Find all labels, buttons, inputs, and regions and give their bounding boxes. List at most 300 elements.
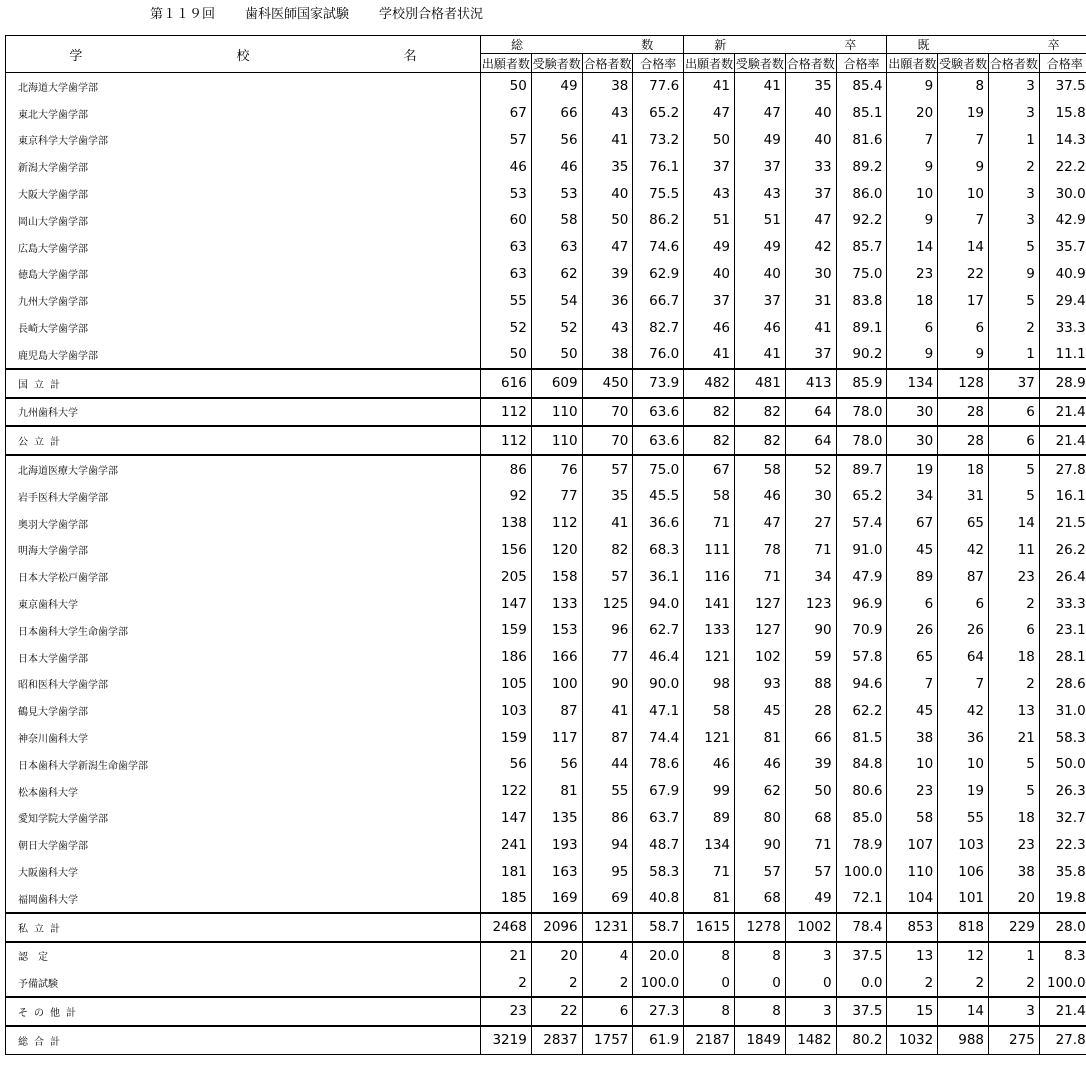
value-cell: 95 (582, 858, 633, 885)
value-cell: 82 (735, 426, 786, 455)
value-cell: 41 (684, 341, 735, 369)
value-cell: 57 (785, 858, 836, 885)
table-row (6, 180, 1086, 207)
value-cell: 63 (481, 234, 532, 261)
value-cell: 1 (989, 341, 1040, 369)
value-cell: 63.7 (633, 805, 684, 832)
value-cell: 65.2 (836, 483, 887, 510)
value-cell: 90 (582, 671, 633, 698)
value-cell: 205 (481, 563, 532, 590)
table-row (6, 398, 1086, 427)
table-row (6, 153, 1086, 180)
value-cell: 2 (989, 590, 1040, 617)
table-row (6, 261, 1086, 288)
page-title (150, 3, 513, 22)
value-cell: 37 (989, 369, 1040, 398)
value-cell: 5 (989, 483, 1040, 510)
value-cell: 60 (481, 207, 532, 234)
value-cell: 94.0 (633, 590, 684, 617)
value-cell: 12 (938, 942, 989, 970)
value-cell: 82 (684, 398, 735, 427)
value-cell: 5 (989, 287, 1040, 314)
value-cell: 58 (531, 207, 582, 234)
value-cell: 102 (735, 644, 786, 671)
value-cell: 3 (785, 942, 836, 970)
value-cell: 71 (785, 537, 836, 564)
value-cell: 1002 (785, 913, 836, 942)
value-cell: 49 (785, 885, 836, 913)
value-cell: 56 (531, 751, 582, 778)
value-cell: 159 (481, 617, 532, 644)
table-row (6, 207, 1086, 234)
value-cell: 46 (684, 751, 735, 778)
value-cell: 117 (531, 724, 582, 751)
value-cell: 49 (684, 234, 735, 261)
value-cell: 2 (989, 153, 1040, 180)
table-row (6, 314, 1086, 341)
value-cell: 3219 (481, 1026, 532, 1054)
value-cell: 85.4 (836, 73, 887, 100)
value-cell: 46 (531, 153, 582, 180)
value-cell: 47 (582, 234, 633, 261)
value-cell: 20 (989, 885, 1040, 913)
value-cell: 18 (989, 644, 1040, 671)
value-cell: 22.2 (1039, 153, 1086, 180)
value-cell: 26.4 (1039, 563, 1086, 590)
value-cell: 87 (938, 563, 989, 590)
value-cell: 99 (684, 778, 735, 805)
value-cell: 71 (785, 831, 836, 858)
value-cell: 88 (785, 671, 836, 698)
value-cell: 72.1 (836, 885, 887, 913)
value-cell: 482 (684, 369, 735, 398)
value-cell: 23 (989, 831, 1040, 858)
value-cell: 0 (735, 969, 786, 997)
school-name-cell: 国立計 (6, 369, 481, 398)
value-cell: 66 (531, 100, 582, 127)
value-cell: 100.0 (1039, 969, 1086, 997)
value-cell: 9 (887, 73, 938, 100)
value-cell: 78.9 (836, 831, 887, 858)
value-cell: 85.9 (836, 369, 887, 398)
value-cell: 450 (582, 369, 633, 398)
value-cell: 11.1 (1039, 341, 1086, 369)
value-cell: 23 (887, 778, 938, 805)
value-cell: 2 (989, 314, 1040, 341)
value-cell: 3 (785, 997, 836, 1026)
value-cell: 43 (684, 180, 735, 207)
value-cell: 121 (684, 724, 735, 751)
value-cell: 6 (582, 997, 633, 1026)
value-cell: 28 (938, 426, 989, 455)
value-cell: 186 (481, 644, 532, 671)
value-cell: 193 (531, 831, 582, 858)
value-cell: 67 (684, 455, 735, 483)
value-cell: 23 (887, 261, 938, 288)
value-cell: 28.0 (1039, 913, 1086, 942)
school-name-cell: 公立計 (6, 426, 481, 455)
value-cell: 37 (735, 153, 786, 180)
column-header: 受験者数 (735, 54, 786, 73)
value-cell: 80 (735, 805, 786, 832)
value-cell: 96.9 (836, 590, 887, 617)
value-cell: 55 (938, 805, 989, 832)
value-cell: 8 (684, 942, 735, 970)
column-header: 合格率 (836, 54, 887, 73)
value-cell: 86 (481, 455, 532, 483)
value-cell: 63.6 (633, 426, 684, 455)
school-name-cell: 認定 (6, 942, 481, 970)
value-cell: 6 (887, 590, 938, 617)
value-cell: 89 (887, 563, 938, 590)
school-name-cell: 予備試験 (6, 969, 481, 997)
value-cell: 21.4 (1039, 398, 1086, 427)
value-cell: 33.3 (1039, 590, 1086, 617)
value-cell: 50 (531, 341, 582, 369)
value-cell: 75.5 (633, 180, 684, 207)
value-cell: 50 (785, 778, 836, 805)
school-name-cell: 東北大学歯学部 (6, 100, 481, 127)
value-cell: 50 (481, 341, 532, 369)
value-cell: 86.0 (836, 180, 887, 207)
value-cell: 73.2 (633, 127, 684, 154)
value-cell: 2 (481, 969, 532, 997)
value-cell: 7 (887, 671, 938, 698)
value-cell: 45 (887, 697, 938, 724)
value-cell: 77.6 (633, 73, 684, 100)
value-cell: 37 (785, 341, 836, 369)
value-cell: 40 (684, 261, 735, 288)
value-cell: 42 (938, 537, 989, 564)
column-header: 出願者数 (684, 54, 735, 73)
value-cell: 3 (989, 180, 1040, 207)
value-cell: 21 (481, 942, 532, 970)
school-name-cell: 九州歯科大学 (6, 398, 481, 427)
value-cell: 58 (887, 805, 938, 832)
value-cell: 62 (735, 778, 786, 805)
value-cell: 63 (481, 261, 532, 288)
value-cell: 26 (887, 617, 938, 644)
value-cell: 85.7 (836, 234, 887, 261)
value-cell: 110 (531, 398, 582, 427)
value-cell: 10 (887, 751, 938, 778)
value-cell: 39 (785, 751, 836, 778)
value-cell: 105 (481, 671, 532, 698)
value-cell: 158 (531, 563, 582, 590)
table-row (6, 778, 1086, 805)
value-cell: 89.7 (836, 455, 887, 483)
school-name-cell: 日本大学歯学部 (6, 644, 481, 671)
value-cell: 135 (531, 805, 582, 832)
value-cell: 51 (684, 207, 735, 234)
value-cell: 616 (481, 369, 532, 398)
value-cell: 83.8 (836, 287, 887, 314)
table-row (6, 671, 1086, 698)
value-cell: 57.4 (836, 510, 887, 537)
value-cell: 21.4 (1039, 426, 1086, 455)
value-cell: 31 (938, 483, 989, 510)
column-header: 受験者数 (938, 54, 989, 73)
column-header: 合格率 (1039, 54, 1086, 73)
value-cell: 76 (531, 455, 582, 483)
value-cell: 2468 (481, 913, 532, 942)
value-cell: 73.9 (633, 369, 684, 398)
value-cell: 127 (735, 590, 786, 617)
value-cell: 35.8 (1039, 858, 1086, 885)
value-cell: 2 (989, 969, 1040, 997)
value-cell: 9 (887, 341, 938, 369)
value-cell: 28 (938, 398, 989, 427)
value-cell: 66.7 (633, 287, 684, 314)
value-cell: 44 (582, 751, 633, 778)
exam-round: 第１１９回 (150, 7, 216, 22)
value-cell: 43 (582, 314, 633, 341)
value-cell: 5 (989, 455, 1040, 483)
school-name-cell: 松本歯科大学 (6, 778, 481, 805)
value-cell: 46 (735, 751, 786, 778)
value-cell: 67 (887, 510, 938, 537)
value-cell: 57 (481, 127, 532, 154)
value-cell: 52 (531, 314, 582, 341)
value-cell: 14 (887, 234, 938, 261)
value-cell: 38 (989, 858, 1040, 885)
value-cell: 18 (989, 805, 1040, 832)
table-row (6, 724, 1086, 751)
value-cell: 41 (785, 314, 836, 341)
value-cell: 45 (735, 697, 786, 724)
value-cell: 9 (887, 153, 938, 180)
value-cell: 13 (989, 697, 1040, 724)
value-cell: 20 (887, 100, 938, 127)
value-cell: 71 (735, 563, 786, 590)
value-cell: 9 (938, 341, 989, 369)
value-cell: 103 (938, 831, 989, 858)
value-cell: 94.6 (836, 671, 887, 698)
subtotal-row (6, 913, 1086, 942)
value-cell: 35 (582, 483, 633, 510)
value-cell: 21.5 (1039, 510, 1086, 537)
school-name-cell: 愛知学院大学歯学部 (6, 805, 481, 832)
table-row (6, 644, 1086, 671)
table-row (6, 537, 1086, 564)
value-cell: 4 (582, 942, 633, 970)
value-cell: 36 (938, 724, 989, 751)
value-cell: 45.5 (633, 483, 684, 510)
value-cell: 110 (887, 858, 938, 885)
value-cell: 29.4 (1039, 287, 1086, 314)
value-cell: 92.2 (836, 207, 887, 234)
value-cell: 122 (481, 778, 532, 805)
school-name-cell: 奥羽大学歯学部 (6, 510, 481, 537)
value-cell: 78.0 (836, 426, 887, 455)
value-cell: 82 (582, 537, 633, 564)
value-cell: 47 (735, 510, 786, 537)
column-header: 合格者数 (989, 54, 1040, 73)
value-cell: 86.2 (633, 207, 684, 234)
table-row (6, 100, 1086, 127)
value-cell: 63.6 (633, 398, 684, 427)
value-cell: 64 (785, 426, 836, 455)
school-name-cell: その他計 (6, 997, 481, 1026)
value-cell: 101 (938, 885, 989, 913)
table-row (6, 127, 1086, 154)
table-row (6, 697, 1086, 724)
value-cell: 104 (887, 885, 938, 913)
value-cell: 2096 (531, 913, 582, 942)
value-cell: 37 (684, 287, 735, 314)
value-cell: 41 (582, 510, 633, 537)
value-cell: 156 (481, 537, 532, 564)
results-table (5, 35, 1086, 1055)
value-cell: 47 (785, 207, 836, 234)
value-cell: 19 (887, 455, 938, 483)
school-name-cell: 日本大学松戸歯学部 (6, 563, 481, 590)
value-cell: 10 (938, 751, 989, 778)
value-cell: 78 (735, 537, 786, 564)
value-cell: 90.2 (836, 341, 887, 369)
value-cell: 35.7 (1039, 234, 1086, 261)
value-cell: 64 (785, 398, 836, 427)
value-cell: 70.9 (836, 617, 887, 644)
value-cell: 64 (938, 644, 989, 671)
value-cell: 58.3 (633, 858, 684, 885)
value-cell: 100.0 (633, 969, 684, 997)
value-cell: 30 (785, 483, 836, 510)
value-cell: 53 (531, 180, 582, 207)
value-cell: 52 (785, 455, 836, 483)
table-row (6, 455, 1086, 483)
value-cell: 100.0 (836, 858, 887, 885)
value-cell: 39 (582, 261, 633, 288)
value-cell: 19.8 (1039, 885, 1086, 913)
value-cell: 22 (938, 261, 989, 288)
value-cell: 32.7 (1039, 805, 1086, 832)
value-cell: 41 (735, 341, 786, 369)
subtotal-row (6, 997, 1086, 1026)
value-cell: 98 (684, 671, 735, 698)
value-cell: 94 (582, 831, 633, 858)
value-cell: 68.3 (633, 537, 684, 564)
value-cell: 38 (887, 724, 938, 751)
value-cell: 5 (989, 751, 1040, 778)
column-header: 合格者数 (582, 54, 633, 73)
value-cell: 28.1 (1039, 644, 1086, 671)
value-cell: 14 (938, 997, 989, 1026)
value-cell: 87 (582, 724, 633, 751)
value-cell: 28.9 (1039, 369, 1086, 398)
value-cell: 853 (887, 913, 938, 942)
value-cell: 28 (785, 697, 836, 724)
value-cell: 37 (735, 287, 786, 314)
school-name-cell: 岩手医科大学歯学部 (6, 483, 481, 510)
value-cell: 116 (684, 563, 735, 590)
value-cell: 90 (785, 617, 836, 644)
value-cell: 89 (684, 805, 735, 832)
value-cell: 58.3 (1039, 724, 1086, 751)
school-name-cell: 鶴見大学歯学部 (6, 697, 481, 724)
value-cell: 40.8 (633, 885, 684, 913)
value-cell: 49 (735, 127, 786, 154)
value-cell: 23 (481, 997, 532, 1026)
value-cell: 43 (582, 100, 633, 127)
value-cell: 34 (887, 483, 938, 510)
value-cell: 2 (887, 969, 938, 997)
value-cell: 65 (887, 644, 938, 671)
school-name-cell: 東京科学大学歯学部 (6, 127, 481, 154)
value-cell: 15 (887, 997, 938, 1026)
value-cell: 112 (531, 510, 582, 537)
value-cell: 481 (735, 369, 786, 398)
table-row (6, 563, 1086, 590)
table-row (6, 341, 1086, 369)
value-cell: 74.4 (633, 724, 684, 751)
school-name-cell: 大阪歯科大学 (6, 858, 481, 885)
column-header: 合格者数 (785, 54, 836, 73)
value-cell: 47.9 (836, 563, 887, 590)
value-cell: 8.3 (1039, 942, 1086, 970)
value-cell: 1849 (735, 1026, 786, 1054)
value-cell: 6 (989, 617, 1040, 644)
value-cell: 27.8 (1039, 1026, 1086, 1054)
value-cell: 85.1 (836, 100, 887, 127)
value-cell: 28.6 (1039, 671, 1086, 698)
value-cell: 42 (785, 234, 836, 261)
value-cell: 31.0 (1039, 697, 1086, 724)
school-name-cell: 新潟大学歯学部 (6, 153, 481, 180)
value-cell: 37 (684, 153, 735, 180)
value-cell: 988 (938, 1026, 989, 1054)
value-cell: 35 (785, 73, 836, 100)
table-row (6, 617, 1086, 644)
value-cell: 37.5 (836, 942, 887, 970)
value-cell: 57 (735, 858, 786, 885)
value-cell: 6 (989, 426, 1040, 455)
column-header: 合格率 (633, 54, 684, 73)
value-cell: 77 (531, 483, 582, 510)
value-cell: 38 (582, 73, 633, 100)
school-name-cell: 広島大学歯学部 (6, 234, 481, 261)
value-cell: 6 (989, 398, 1040, 427)
value-cell: 21.4 (1039, 997, 1086, 1026)
value-cell: 2 (938, 969, 989, 997)
value-cell: 91.0 (836, 537, 887, 564)
value-cell: 153 (531, 617, 582, 644)
value-cell: 20.0 (633, 942, 684, 970)
exam-name: 歯科医師国家試験 (245, 7, 350, 22)
value-cell: 134 (887, 369, 938, 398)
value-cell: 169 (531, 885, 582, 913)
value-cell: 53 (481, 180, 532, 207)
table-row (6, 483, 1086, 510)
value-cell: 47.1 (633, 697, 684, 724)
value-cell: 50.0 (1039, 751, 1086, 778)
value-cell: 36.1 (633, 563, 684, 590)
school-name-cell: 福岡歯科大学 (6, 885, 481, 913)
value-cell: 3 (989, 997, 1040, 1026)
subtotal-row (6, 426, 1086, 455)
value-cell: 100 (531, 671, 582, 698)
value-cell: 127 (735, 617, 786, 644)
value-cell: 41 (582, 127, 633, 154)
value-cell: 0 (785, 969, 836, 997)
value-cell: 68 (785, 805, 836, 832)
table-row (6, 590, 1086, 617)
value-cell: 62.7 (633, 617, 684, 644)
value-cell: 49 (531, 73, 582, 100)
value-cell: 5 (989, 778, 1040, 805)
value-cell: 96 (582, 617, 633, 644)
value-cell: 49 (735, 234, 786, 261)
